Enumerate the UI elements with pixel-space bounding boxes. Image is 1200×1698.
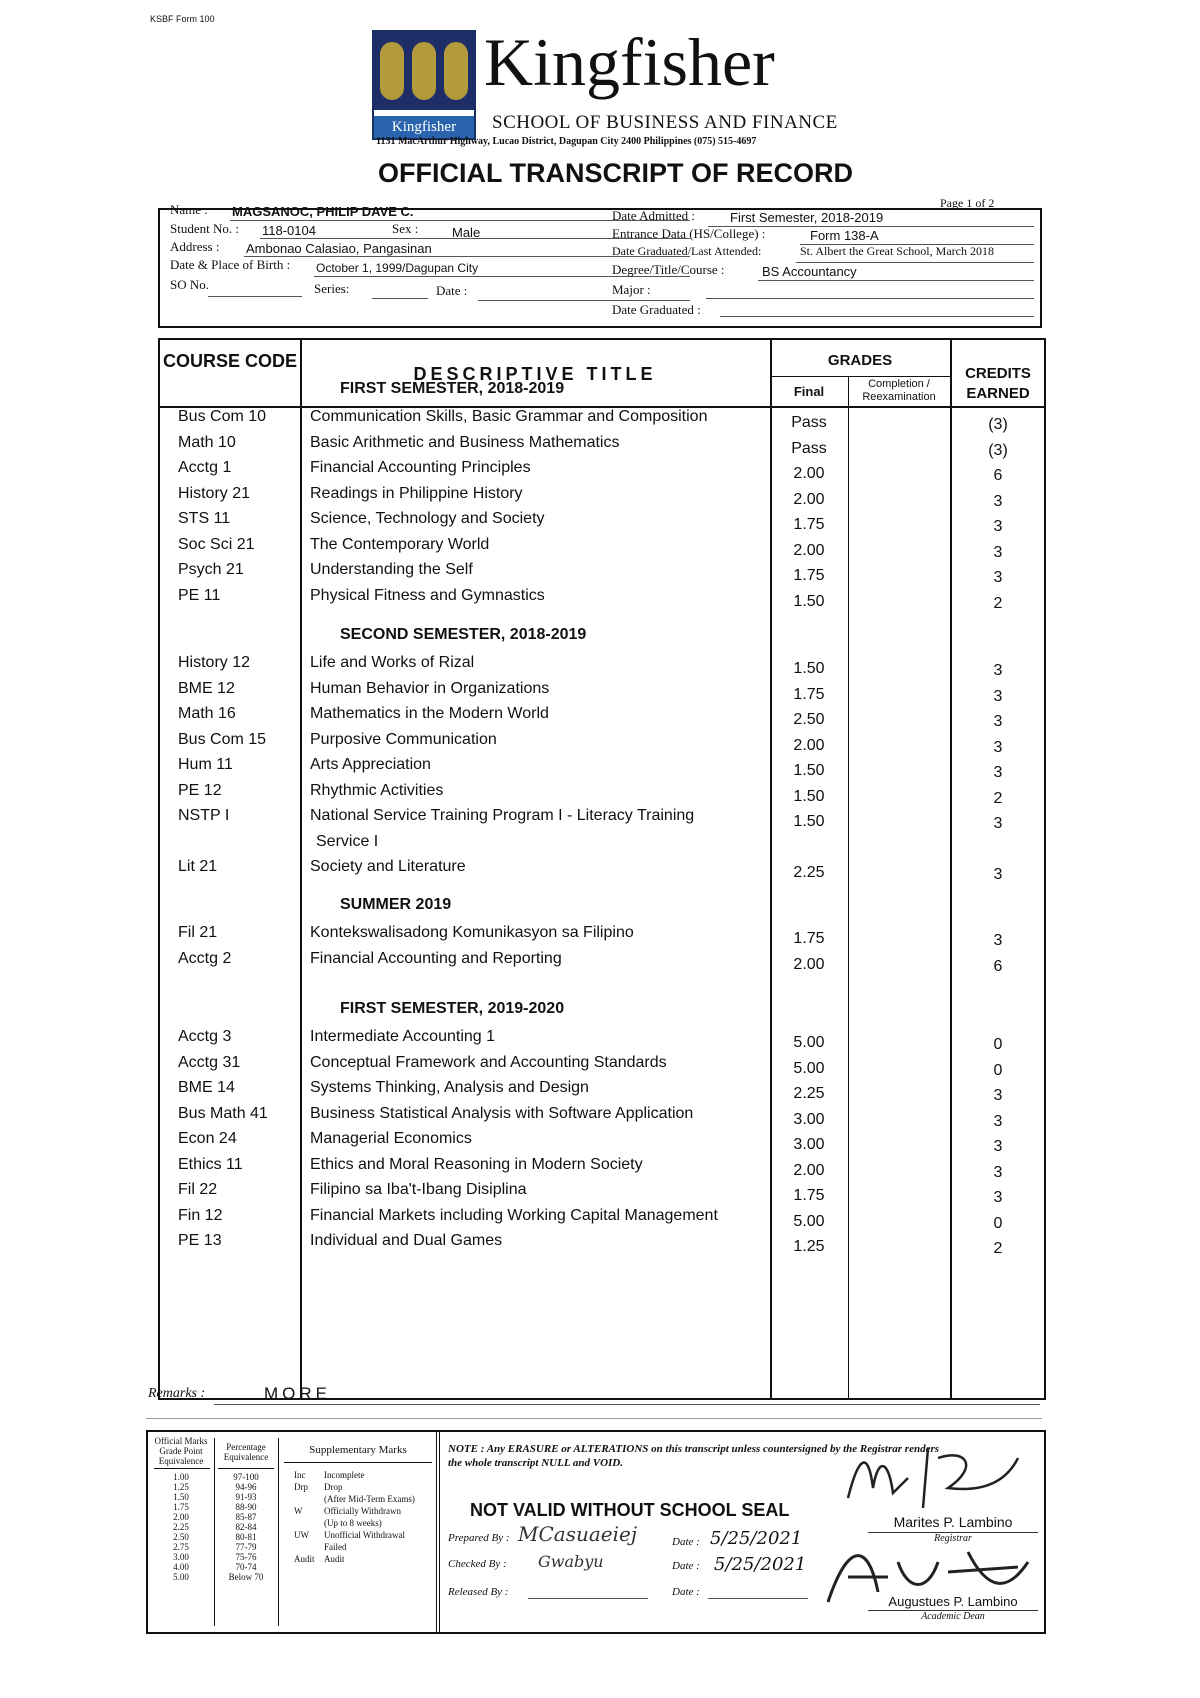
seal-notice: NOT VALID WITHOUT SCHOOL SEAL xyxy=(470,1500,790,1520)
course-code: Acctg 2 xyxy=(178,949,232,967)
final-grade: 1.25 xyxy=(793,1238,825,1255)
document-title: OFFICIAL TRANSCRIPT OF RECORD xyxy=(378,158,853,188)
grades-table xyxy=(158,338,1046,1400)
course-title: Human Behavior in Organizations xyxy=(310,679,550,697)
credits-earned: (3) xyxy=(988,441,1008,459)
registrar-signature xyxy=(838,1438,1038,1518)
released-date-label: Date : xyxy=(672,1586,700,1598)
course-code: Hum 11 xyxy=(178,756,233,773)
semester-heading: SECOND SEMESTER, 2018-2019 xyxy=(340,626,587,643)
credits-earned: 3 xyxy=(993,713,1003,730)
legend-marks-header: Official Marks Grade Point Equivalence xyxy=(154,1436,208,1466)
credits-earned: 3 xyxy=(993,662,1003,679)
supp-code: W xyxy=(294,1506,303,1516)
credits-earned: 0 xyxy=(993,1036,1003,1053)
legend-entry: 97-100 xyxy=(233,1472,259,1482)
course-title: Mathematics in the Modern World xyxy=(310,705,549,722)
legend-entry: 2.75 xyxy=(173,1542,189,1552)
credits-earned: 3 xyxy=(993,866,1003,883)
course-title-continued: Service I xyxy=(316,832,379,850)
final-grade: 5.00 xyxy=(793,1034,825,1051)
course-title: Financial Accounting Principles xyxy=(310,459,531,476)
credits-earned: 0 xyxy=(993,1214,1003,1232)
credits-earned: 0 xyxy=(993,1061,1003,1079)
date-admitted: First Semester, 2018-2019 xyxy=(730,210,884,225)
semester-heading: FIRST SEMESTER, 2018-2019 xyxy=(340,380,565,397)
final-grade: 2.00 xyxy=(793,541,825,559)
final-grade: 1.50 xyxy=(793,787,825,805)
course-code: BME 14 xyxy=(178,1079,235,1096)
course-title: Financial Markets including Working Capital Management xyxy=(310,1206,718,1224)
school-address: 1131 MacArthur Highway, Lucao District, Dagupan City 2400 Philippines (075) 515-4697 xyxy=(376,136,757,147)
course-title: Physical Fitness and Gymnastics xyxy=(310,586,545,604)
credits-earned: 3 xyxy=(993,1189,1003,1206)
course-code: Bus Com 10 xyxy=(178,408,267,425)
student-no-label: Student No. : xyxy=(170,221,239,236)
course-code: History 12 xyxy=(178,654,251,671)
course-title: Life and Works of Rizal xyxy=(310,654,475,671)
legend-entry: 2.25 xyxy=(173,1522,189,1532)
legend-note: NOTE : Any ERASURE or ALTERATIONS on this transcript unless countersigned by the Registrar renders the whole transcript NULL and VOID. xyxy=(448,1443,940,1469)
credits-earned: 2 xyxy=(993,594,1003,612)
course-title: Kontekswalisadong Komunikasyon sa Filipino xyxy=(310,924,634,941)
birth-label: Date & Place of Birth : xyxy=(170,257,291,272)
legend-entry: 4.00 xyxy=(173,1562,189,1572)
checked-signature: Gwabyu xyxy=(538,1552,604,1571)
legend-entry: 75-76 xyxy=(235,1552,257,1562)
header-credits: CREDITS EARNED xyxy=(965,365,1031,402)
course-code: History 21 xyxy=(178,484,251,502)
major-label: Major : xyxy=(612,282,651,297)
so-label: SO No. xyxy=(170,277,210,292)
legend-entry: 70-74 xyxy=(235,1562,257,1572)
supp-text: Officially Withdrawn xyxy=(324,1506,402,1516)
supp-text: Audit xyxy=(324,1554,345,1564)
course-title: The Contemporary World xyxy=(310,535,490,553)
supp-code: UW xyxy=(294,1530,309,1540)
course-code: Fin 12 xyxy=(178,1206,223,1224)
legend-entry: 80-81 xyxy=(235,1532,257,1542)
supp-text: Failed xyxy=(324,1542,347,1552)
legend-entry: 1.00 xyxy=(173,1472,189,1482)
legend-entry: 85-87 xyxy=(235,1512,257,1522)
header-completion: Completion / Reexamination xyxy=(862,378,936,403)
final-grade: Pass xyxy=(791,414,827,431)
name-label: Name : xyxy=(170,202,208,217)
dean-name: Augustues P. Lambino xyxy=(888,1594,1018,1609)
final-grade: Pass xyxy=(791,439,827,457)
legend-entry: 94-96 xyxy=(235,1482,257,1492)
final-grade: 1.75 xyxy=(793,1187,825,1204)
supp-text: Incomplete xyxy=(324,1470,365,1480)
course-code: Soc Sci 21 xyxy=(178,535,255,553)
course-code: Lit 21 xyxy=(178,858,218,875)
final-grade: 1.50 xyxy=(793,592,825,610)
course-code: Math 10 xyxy=(178,433,236,451)
course-title: Communication Skills, Basic Grammar and Composition xyxy=(310,408,708,425)
supp-code: Inc xyxy=(294,1470,306,1480)
final-grade: 3.00 xyxy=(793,1110,825,1128)
legend-percent-header: Percentage Equivalence xyxy=(223,1442,269,1462)
final-grade: 1.75 xyxy=(793,930,825,947)
course-title: Rhythmic Activities xyxy=(310,781,444,799)
credits-earned: 6 xyxy=(993,467,1003,484)
credits-earned: 3 xyxy=(993,518,1003,535)
credits-earned: 3 xyxy=(993,1163,1003,1181)
student-name: MAGSANOC, PHILIP DAVE C. xyxy=(232,204,414,219)
final-grade: 2.00 xyxy=(793,1161,825,1179)
legend-entry: 1.25 xyxy=(173,1482,189,1492)
course-code: Acctg 1 xyxy=(178,459,232,476)
course-title: Society and Literature xyxy=(310,858,466,875)
course-title: Ethics and Moral Reasoning in Modern Society xyxy=(310,1155,643,1173)
course-code: PE 13 xyxy=(178,1232,222,1249)
logo-text: Kingfisher xyxy=(374,116,474,138)
student-birth: October 1, 1999/Dagupan City xyxy=(316,261,479,275)
course-code: Fil 21 xyxy=(178,924,218,941)
entrance-label: Entrance Data (HS/College) : xyxy=(612,226,766,241)
final-grade: 1.75 xyxy=(793,685,825,703)
credits-earned: 3 xyxy=(993,932,1003,949)
graduated-last-label: Date Graduated/Last Attended: xyxy=(612,244,762,258)
course-title: Managerial Economics xyxy=(310,1130,472,1147)
credits-earned: 3 xyxy=(993,492,1003,510)
header-descriptive-title: DESCRIPTIVE TITLE xyxy=(413,364,657,384)
legend-supp-list xyxy=(294,1470,434,1566)
legend-entry: 2.50 xyxy=(173,1532,189,1542)
course-code: BME 12 xyxy=(178,679,235,697)
remarks-label: Remarks : xyxy=(148,1386,206,1401)
final-grade: 3.00 xyxy=(793,1136,825,1153)
final-grade: 1.50 xyxy=(793,813,825,830)
header-course-code: COURSE CODE xyxy=(162,351,297,371)
course-code: PE 11 xyxy=(178,586,221,604)
released-label: Released By : xyxy=(448,1586,509,1598)
course-code: STS 11 xyxy=(178,510,231,527)
credits-earned: 3 xyxy=(993,1138,1003,1155)
credits-earned: 3 xyxy=(993,764,1003,781)
prepared-date: 5/25/2021 xyxy=(710,1528,803,1549)
course-title: Understanding the Self xyxy=(310,561,473,578)
course-code: Math 16 xyxy=(178,705,236,722)
final-grade: 1.50 xyxy=(793,762,825,779)
legend-percent-list xyxy=(216,1472,276,1582)
final-grade: 1.75 xyxy=(793,567,825,584)
registrar-name: Marites P. Lambino xyxy=(893,1514,1013,1530)
student-no: 118-0104 xyxy=(262,223,316,238)
remarks-value: MORE xyxy=(264,1384,331,1403)
degree-label: Degree/Title/Course : xyxy=(612,262,725,277)
credits-earned: 3 xyxy=(993,687,1003,705)
course-title: National Service Training Program I - Literacy Training xyxy=(310,807,695,824)
legend-entry: 77-79 xyxy=(235,1542,257,1552)
final-grade: 1.75 xyxy=(793,516,825,533)
legend-entry: 1.50 xyxy=(173,1492,189,1502)
header-final: Final xyxy=(793,384,825,399)
legend-entry: 2.00 xyxy=(173,1512,189,1522)
graduated-last: St. Albert the Great School, March 2018 xyxy=(800,244,994,258)
legend-marks-list xyxy=(150,1472,212,1582)
student-address: Ambonao Calasiao, Pangasinan xyxy=(246,241,432,256)
checked-date-label: Date : xyxy=(672,1560,700,1572)
course-title: Arts Appreciation xyxy=(310,756,431,773)
series-label: Series: xyxy=(314,281,350,296)
student-sex: Male xyxy=(452,225,481,240)
credits-earned: 3 xyxy=(993,815,1003,832)
credits-earned: 3 xyxy=(993,569,1003,586)
course-code: Bus Math 41 xyxy=(178,1104,268,1122)
date-admitted-label: Date Admitted : xyxy=(612,208,696,223)
course-code: Bus Com 15 xyxy=(178,730,267,748)
legend-box xyxy=(146,1430,1046,1634)
supp-text: Unofficial Withdrawal xyxy=(324,1530,406,1540)
legend-entry: Below 70 xyxy=(228,1572,264,1582)
school-name: Kingfisher xyxy=(484,24,775,100)
supp-text: Drop xyxy=(324,1482,343,1492)
prepared-signature: MCasuaeiej xyxy=(518,1522,638,1546)
final-grade: 5.00 xyxy=(793,1059,825,1077)
form-number: KSBF Form 100 xyxy=(150,14,215,24)
course-code: PE 12 xyxy=(178,781,222,799)
course-title: Filipino sa Iba't-Ibang Disiplina xyxy=(310,1181,527,1198)
final-grade: 2.00 xyxy=(793,490,825,508)
final-grade: 2.00 xyxy=(793,736,825,754)
school-subtitle: SCHOOL OF BUSINESS AND FINANCE xyxy=(492,112,838,133)
address-label: Address : xyxy=(170,239,220,254)
final-grade: 2.25 xyxy=(793,1085,825,1102)
course-title: Systems Thinking, Analysis and Design xyxy=(310,1079,589,1096)
course-title: Conceptual Framework and Accounting Standards xyxy=(310,1053,667,1071)
course-code: Fil 22 xyxy=(178,1181,218,1198)
date-graduated-label: Date Graduated : xyxy=(612,302,701,317)
course-code: NSTP I xyxy=(178,807,230,824)
legend-entry: 88-90 xyxy=(235,1502,257,1512)
legend-supp-header: Supplementary Marks xyxy=(309,1444,407,1456)
date-label: Date : xyxy=(436,283,468,298)
legend-entry: 1.75 xyxy=(173,1502,189,1512)
degree: BS Accountancy xyxy=(762,264,857,279)
credits-earned: 3 xyxy=(993,738,1003,756)
course-title: Intermediate Accounting 1 xyxy=(310,1028,496,1045)
semester-heading: FIRST SEMESTER, 2019-2020 xyxy=(340,1000,565,1017)
final-grade: 2.25 xyxy=(793,864,825,881)
course-title: Science, Technology and Society xyxy=(310,510,545,527)
credits-earned: 3 xyxy=(993,1112,1003,1130)
school-logo xyxy=(372,30,476,140)
header-grades: GRADES xyxy=(827,352,893,369)
credits-earned: 2 xyxy=(993,1240,1003,1257)
final-grade: 2.00 xyxy=(793,955,825,973)
credits-earned: (3) xyxy=(988,416,1008,433)
course-title: Individual and Dual Games xyxy=(310,1232,503,1249)
supp-text: (After Mid-Term Exams) xyxy=(324,1494,415,1504)
checked-label: Checked By : xyxy=(448,1558,507,1570)
legend-entry: 3.00 xyxy=(173,1552,189,1562)
final-grade: 2.50 xyxy=(793,711,825,728)
sex-label: Sex : xyxy=(392,221,419,236)
course-code: Econ 24 xyxy=(178,1130,237,1147)
course-code: Ethics 11 xyxy=(178,1155,243,1173)
credits-earned: 3 xyxy=(993,1087,1003,1104)
course-title: Financial Accounting and Reporting xyxy=(310,949,562,967)
checked-date: 5/25/2021 xyxy=(714,1554,807,1575)
final-grade: 2.00 xyxy=(793,465,825,482)
dean-title: Academic Dean xyxy=(868,1610,1038,1622)
final-grade: 1.50 xyxy=(793,660,825,677)
credits-earned: 3 xyxy=(993,543,1003,561)
supp-code: Audit xyxy=(294,1554,315,1564)
course-code: Psych 21 xyxy=(178,561,244,578)
legend-entry: 5.00 xyxy=(173,1572,189,1582)
course-code: Acctg 31 xyxy=(178,1053,241,1071)
prepared-label: Prepared By : xyxy=(448,1532,510,1544)
final-grade: 5.00 xyxy=(793,1212,825,1230)
credits-earned: 2 xyxy=(993,789,1003,807)
course-code: Acctg 3 xyxy=(178,1028,232,1045)
course-title: Readings in Philippine History xyxy=(310,484,523,502)
course-title: Basic Arithmetic and Business Mathematics xyxy=(310,433,620,451)
page-label: Page 1 of 2 xyxy=(940,196,995,210)
credits-earned: 6 xyxy=(993,957,1003,975)
supp-text: (Up to 8 weeks) xyxy=(324,1518,382,1528)
semester-heading: SUMMER 2019 xyxy=(340,896,452,913)
prepared-date-label: Date : xyxy=(672,1536,700,1548)
course-title: Business Statistical Analysis with Software Application xyxy=(310,1104,694,1122)
legend-entry: 82-84 xyxy=(235,1522,257,1532)
course-title: Purposive Communication xyxy=(310,730,497,748)
entrance-data: Form 138-A xyxy=(810,228,879,243)
legend-entry: 91-93 xyxy=(235,1492,257,1502)
supp-code: Drp xyxy=(294,1482,308,1492)
registrar-title: Registrar xyxy=(868,1532,1038,1544)
